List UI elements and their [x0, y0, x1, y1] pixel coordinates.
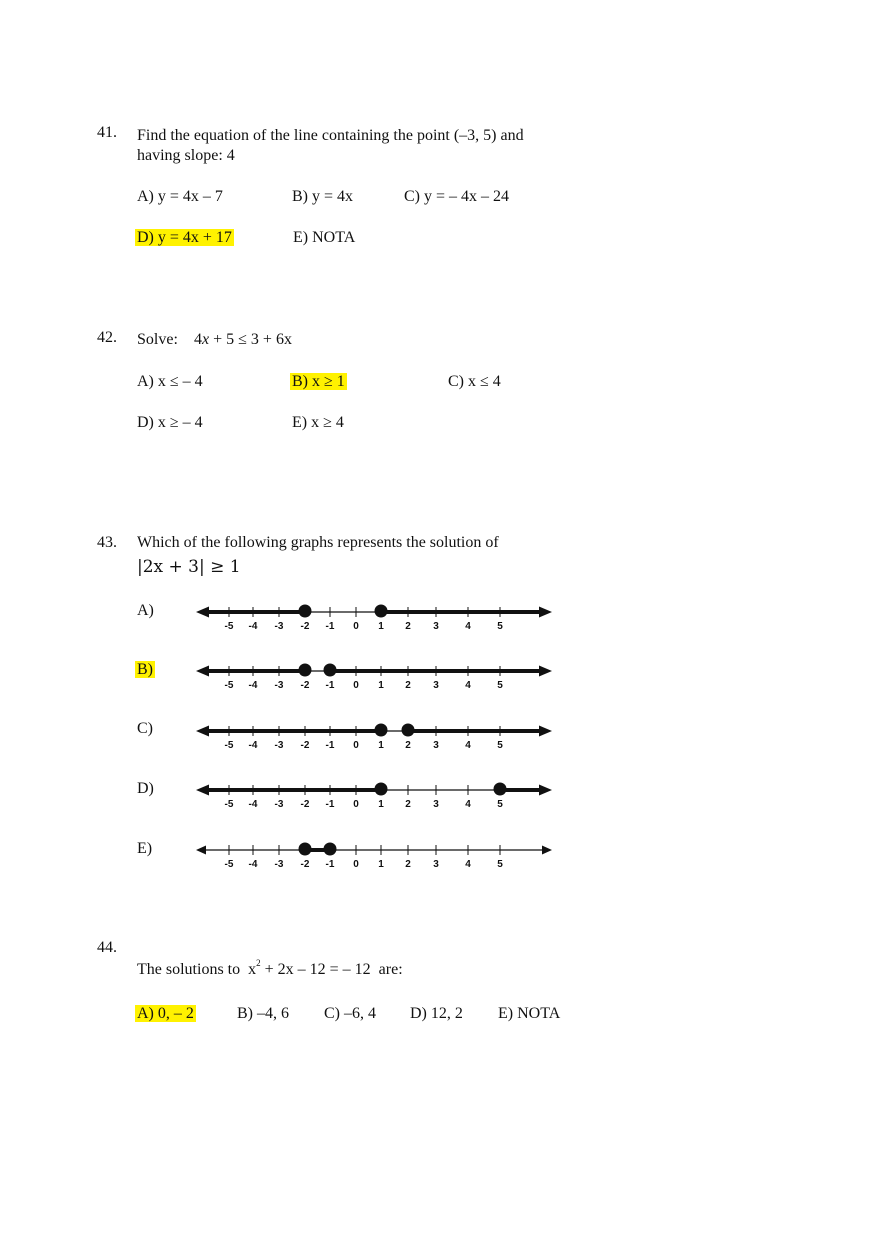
q41-option-d	[137, 228, 234, 248]
right-arrow-icon	[539, 607, 552, 618]
tick-label: 0	[353, 621, 359, 632]
q41-text-line1: Find the equation of the line containing the point (–3, 5) and	[137, 127, 524, 144]
tick-label: -2	[300, 680, 310, 691]
q43-option-c-label: C)	[137, 720, 153, 737]
tick-label: -1	[325, 859, 335, 870]
left-arrow-icon	[196, 785, 209, 796]
q44-option-b: B) –4, 6	[237, 1005, 289, 1022]
q44-number: 44.	[97, 939, 117, 956]
tick-label: 1	[378, 859, 384, 870]
q41-option-e: E) NOTA	[293, 229, 356, 246]
tick-label: -1	[325, 740, 335, 751]
closed-point-icon	[299, 664, 312, 677]
tick-label: -4	[248, 859, 258, 870]
tick-label: -4	[248, 680, 258, 691]
q44-prompt-post: are:	[378, 961, 403, 978]
q41-text-line2: having slope: 4	[137, 147, 235, 164]
q42-number: 42.	[97, 329, 117, 346]
q44-eq-var: x	[248, 961, 257, 978]
left-arrow-icon	[196, 666, 209, 677]
left-arrow-icon	[196, 846, 206, 855]
tick-label: -1	[325, 799, 335, 810]
tick-label: -3	[274, 859, 284, 870]
q42-eq-rest: + 5 ≤ 3 + 6x	[209, 331, 292, 348]
tick-label: -5	[224, 621, 234, 632]
q41-answer-highlight: D) y = 4x + 17	[137, 229, 232, 246]
right-arrow-icon	[539, 785, 552, 796]
tick-label: 3	[433, 680, 439, 691]
tick-label: 5	[497, 680, 503, 691]
tick-label: 3	[433, 799, 439, 810]
tick-label: 0	[353, 740, 359, 751]
q43-text-line1: Which of the following graphs represents the solution of	[137, 534, 499, 551]
q43-answer-highlight: B)	[137, 661, 153, 678]
closed-point-icon	[299, 605, 312, 618]
right-arrow-icon	[539, 666, 552, 677]
tick-label: 2	[405, 621, 411, 632]
q44-answer-highlight: A) 0, – 2	[137, 1005, 194, 1022]
q41-option-c: C) y = – 4x – 24	[404, 188, 510, 205]
closed-point-icon	[375, 783, 388, 796]
tick-label: 2	[405, 680, 411, 691]
tick-label: 2	[405, 859, 411, 870]
q43-option-b-number-line	[190, 657, 560, 689]
tick-label: 4	[465, 859, 471, 870]
q43-option-a-label: A)	[137, 602, 154, 619]
closed-point-icon	[324, 843, 337, 856]
tick-label: 0	[353, 799, 359, 810]
q42-option-e: E) x ≥ 4	[292, 414, 344, 431]
tick-label: 4	[465, 621, 471, 632]
tick-label: -3	[274, 680, 284, 691]
q42-option-b	[292, 372, 347, 392]
tick-label: 4	[465, 680, 471, 691]
tick-label: -3	[274, 740, 284, 751]
tick-label: -2	[300, 859, 310, 870]
closed-point-icon	[402, 724, 415, 737]
tick-label: -5	[224, 740, 234, 751]
q43-option-e-number-line	[190, 836, 560, 868]
tick-label: 1	[378, 621, 384, 632]
tick-label: -4	[248, 799, 258, 810]
tick-label: 1	[378, 799, 384, 810]
q42-option-a: A) x ≤ – 4	[137, 373, 203, 390]
q41-number: 41.	[97, 124, 117, 141]
tick-label: 3	[433, 621, 439, 632]
q43-number: 43.	[97, 534, 117, 551]
q43-option-b-label	[137, 660, 155, 680]
tick-label: 4	[465, 799, 471, 810]
q41-option-a: A) y = 4x – 7	[137, 188, 223, 205]
tick-label: -2	[300, 799, 310, 810]
tick-label: -4	[248, 621, 258, 632]
tick-label: 5	[497, 740, 503, 751]
closed-point-icon	[324, 664, 337, 677]
closed-point-icon	[494, 783, 507, 796]
q44-option-c: C) –6, 4	[324, 1005, 376, 1022]
q43-expression: |2x + 3| ≥ 1	[137, 557, 241, 577]
tick-label: -1	[325, 621, 335, 632]
q42-eq-var: x	[202, 331, 210, 348]
q42-option-c: C) x ≤ 4	[448, 373, 501, 390]
q43-option-e-label: E)	[137, 840, 153, 857]
tick-label: 1	[378, 680, 384, 691]
q41-option-b: B) y = 4x	[292, 188, 354, 205]
q44-option-d: D) 12, 2	[410, 1005, 463, 1022]
tick-label: -5	[224, 859, 234, 870]
closed-point-icon	[375, 724, 388, 737]
q44-prompt	[137, 960, 403, 981]
right-arrow-icon	[539, 726, 552, 737]
tick-label: 4	[465, 740, 471, 751]
q44-option-e: E) NOTA	[498, 1005, 561, 1022]
tick-label: 5	[497, 799, 503, 810]
q42-option-d: D) x ≥ – 4	[137, 414, 203, 431]
q43-option-c-number-line	[190, 717, 560, 749]
tick-label: -4	[248, 740, 258, 751]
tick-label: 3	[433, 859, 439, 870]
closed-point-icon	[375, 605, 388, 618]
closed-point-icon	[299, 843, 312, 856]
tick-label: -2	[300, 740, 310, 751]
tick-label: 5	[497, 859, 503, 870]
right-arrow-icon	[542, 846, 552, 855]
q43-option-d-label: D)	[137, 780, 154, 797]
q42-equation	[194, 330, 292, 350]
tick-label: -1	[325, 680, 335, 691]
tick-label: -5	[224, 799, 234, 810]
tick-label: -2	[300, 621, 310, 632]
tick-label: -3	[274, 799, 284, 810]
tick-label: 1	[378, 740, 384, 751]
tick-label: 3	[433, 740, 439, 751]
q42-answer-highlight: B) x ≥ 1	[292, 373, 345, 390]
tick-label: -5	[224, 680, 234, 691]
q44-prompt-pre: The solutions to	[137, 961, 241, 978]
tick-label: 5	[497, 621, 503, 632]
q43-option-a-number-line	[190, 598, 560, 630]
tick-label: -3	[274, 621, 284, 632]
tick-label: 0	[353, 859, 359, 870]
left-arrow-icon	[196, 726, 209, 737]
q43-option-d-number-line	[190, 776, 560, 808]
q42-prompt: Solve:	[137, 331, 178, 348]
tick-label: 2	[405, 799, 411, 810]
q44-eq-exponent: 2	[256, 958, 261, 968]
q44-eq-rest: + 2x – 12 = – 12	[264, 961, 371, 978]
q42-eq-coef: 4	[194, 331, 202, 348]
tick-label: 0	[353, 680, 359, 691]
q44-option-a	[137, 1004, 196, 1024]
left-arrow-icon	[196, 607, 209, 618]
tick-label: 2	[405, 740, 411, 751]
